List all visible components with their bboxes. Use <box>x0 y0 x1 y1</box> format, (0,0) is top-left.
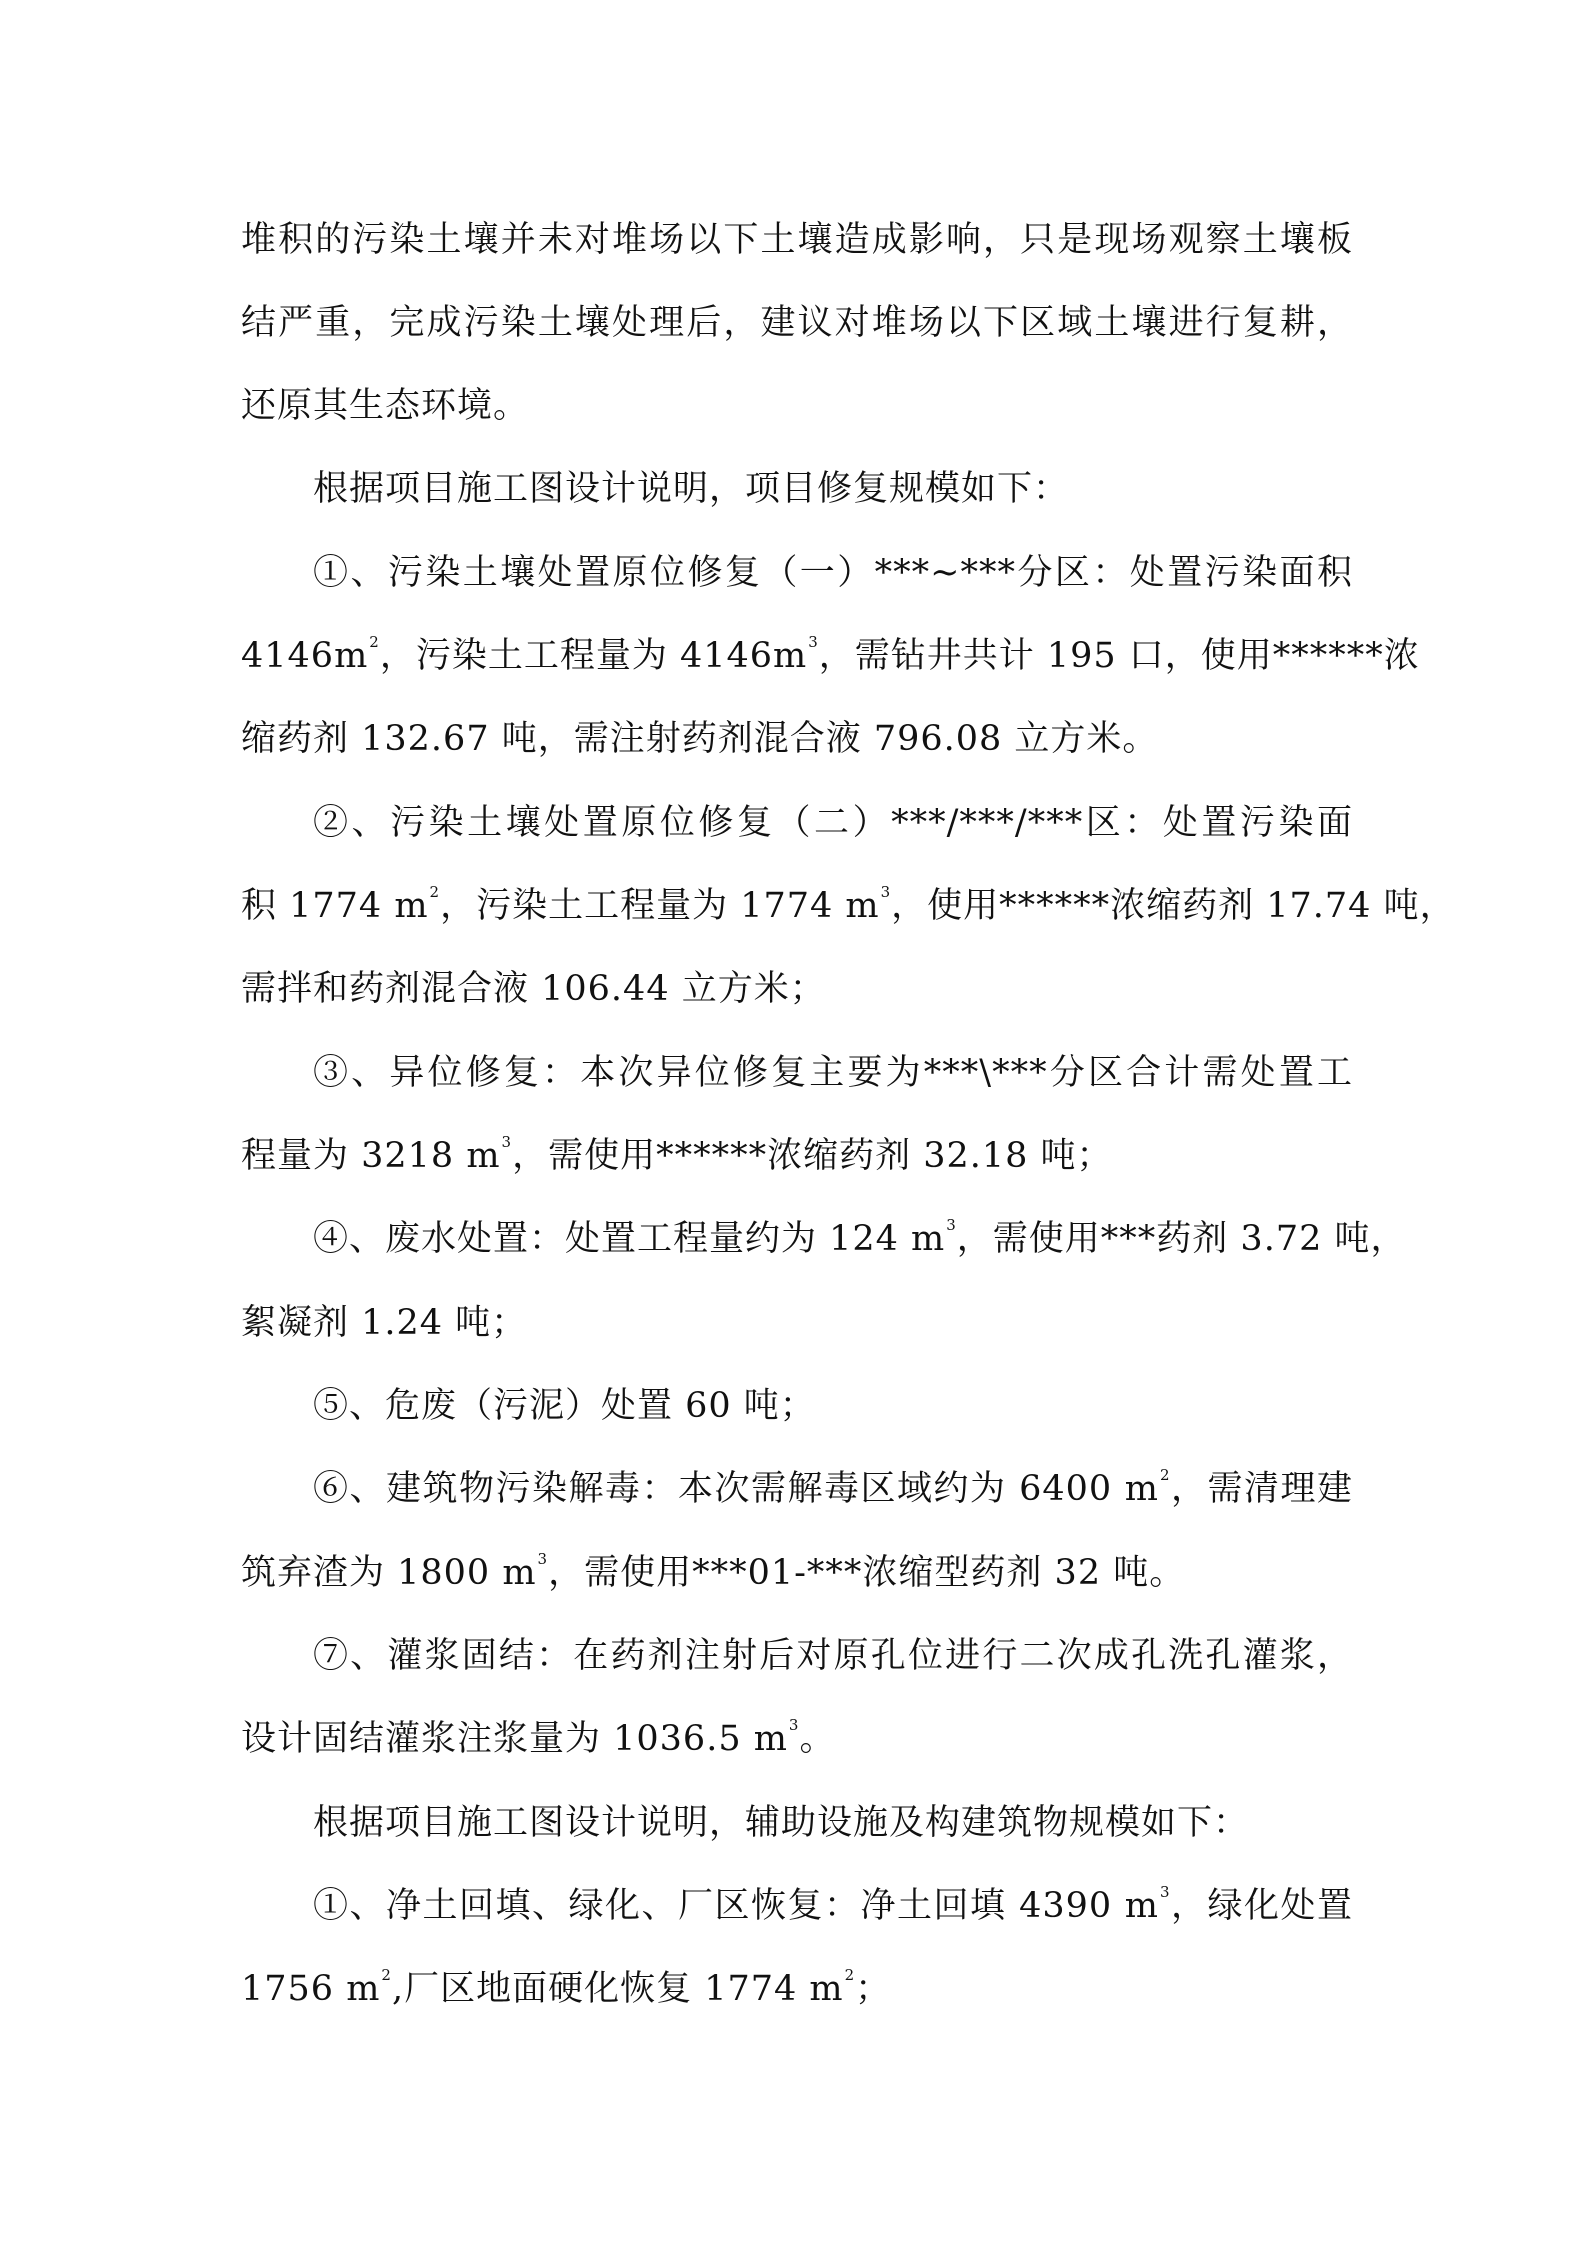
paragraph-line: 缩药剂 132.67 吨，需注射药剂混合液 796.08 立方米。 <box>241 719 1159 759</box>
paragraph-line: 堆积的污染土壤并未对堆场以下土壤造成影响，只是现场观察土壤板 <box>241 220 1353 260</box>
paragraph-line: 根据项目施工图设计说明，辅助设施及构建筑物规模如下： <box>313 1803 1250 1843</box>
paragraph-line: 设计固结灌浆注浆量为 1036.5 $m^3$。 <box>241 1716 836 1759</box>
paragraph-line: 结严重，完成污染土壤处理后，建议对堆场以下区域土壤进行复耕， <box>241 303 1353 343</box>
paragraph-line: 积 1774 $m^2$，污染土工程量为 1774 $m^3$，使用******浓缩药剂 17.74 吨， <box>241 883 1456 926</box>
paragraph-line: 絮凝剂 1.24 吨； <box>241 1303 528 1343</box>
paragraph-line: 筑弃渣为 1800 $m^3$，需使用***01-***浓缩型药剂 32 吨。 <box>241 1550 1186 1593</box>
list-item-line: ④、废水处置：处置工程量约为 124 $m^3$，需使用***药剂 3.72 吨， <box>313 1216 1407 1259</box>
paragraph-line: 还原其生态环境。 <box>241 386 530 426</box>
list-item-line: ⑥、建筑物污染解毒：本次需解毒区域约为 6400 $m^2$，需清理建 <box>313 1466 1353 1509</box>
list-item-line: ①、净土回填、绿化、厂区恢复：净土回填 4390 $m^3$，绿化处置 <box>313 1883 1353 1926</box>
paragraph-line: 程量为 3218 $m^3$，需使用******浓缩药剂 32.18 吨； <box>241 1133 1113 1176</box>
paragraph-line: 根据项目施工图设计说明，项目修复规模如下： <box>313 469 1070 509</box>
paragraph-line: 1756 $m^2$,厂区地面硬化恢复 1774 $m^2$； <box>241 1966 892 2009</box>
list-item-line: ①、污染土壤处置原位修复（一）***~***分区：处置污染面积 <box>313 553 1353 593</box>
list-item-line: ②、污染土壤处置原位修复（二）***/***/***区：处置污染面 <box>313 803 1353 843</box>
list-item-line: ③、异位修复：本次异位修复主要为***\***分区合计需处置工 <box>313 1053 1353 1093</box>
list-item-line: ⑤、危废（污泥）处置 60 吨； <box>313 1386 816 1426</box>
paragraph-line: 需拌和药剂混合液 106.44 立方米； <box>241 969 826 1009</box>
paragraph-line: $4146m^2$，污染土工程量为 $4146m^3$，需钻井共计 195 口，使用******浓 <box>241 633 1420 676</box>
list-item-line: ⑦、灌浆固结：在药剂注射后对原孔位进行二次成孔洗孔灌浆， <box>313 1636 1353 1676</box>
